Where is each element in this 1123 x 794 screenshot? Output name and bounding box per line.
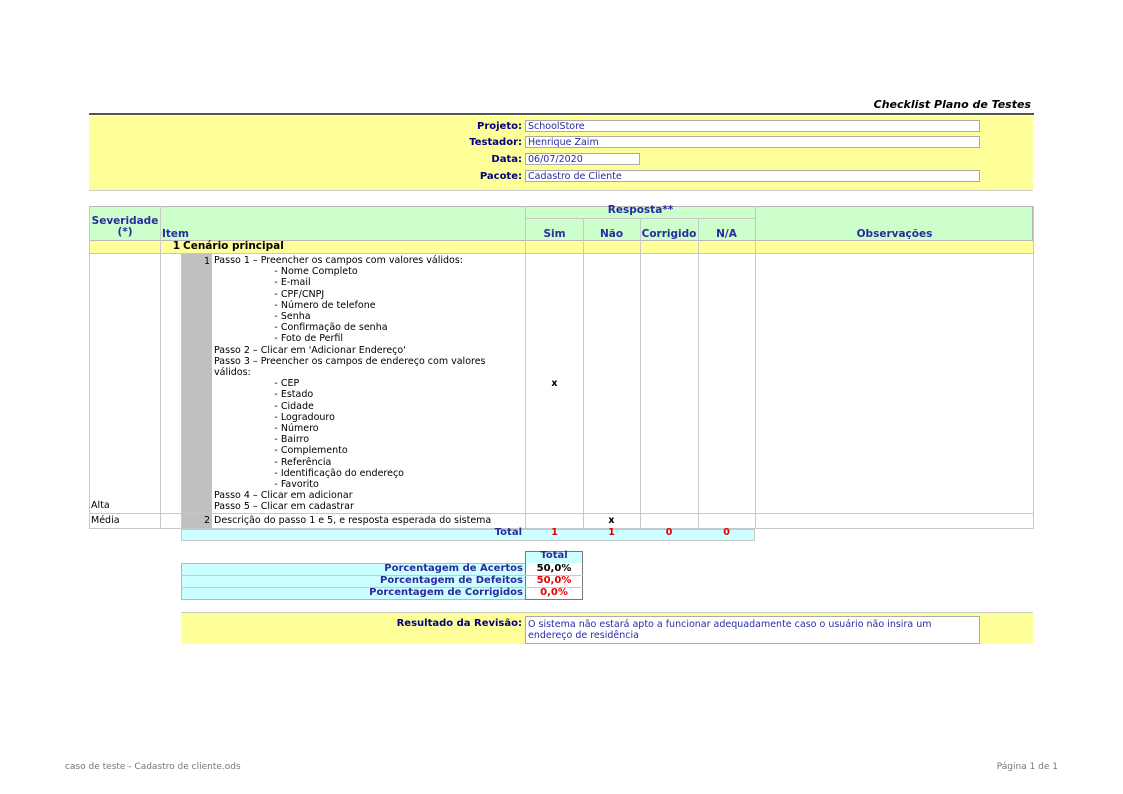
severidade-header-label: Severidade [91, 215, 159, 227]
grid-line [525, 206, 526, 529]
grid-line [755, 206, 756, 529]
grid-line [1033, 206, 1034, 529]
row-divider [89, 513, 1033, 514]
grid-line [583, 218, 584, 529]
severidade-header [90, 216, 160, 238]
testador-field[interactable]: Henrique Zaim [525, 136, 980, 148]
defeitos-label: Porcentagem de Defeitos [380, 575, 523, 586]
percent-total-header: Total [540, 550, 568, 561]
total-corrigido: 0 [665, 527, 673, 538]
testador-label: Testador: [469, 137, 522, 148]
row1-severity: Alta [91, 500, 110, 511]
row2-severity: Média [91, 515, 120, 526]
row2-nao[interactable]: x [608, 515, 615, 526]
page-title: Checklist Plano de Testes [873, 98, 1031, 111]
nao-header: Não [599, 228, 624, 240]
footer-filename: caso de teste - Cadastro de cliente.ods [65, 762, 241, 772]
footer-page: Página 1 de 1 [996, 762, 1058, 772]
totals-label: Total [494, 527, 522, 538]
grid-line [698, 218, 699, 529]
data-label: Data: [491, 154, 522, 165]
row1-number: 1 [203, 256, 210, 267]
projeto-field[interactable]: SchoolStore [525, 120, 980, 132]
review-label: Resultado da Revisão: [396, 618, 522, 629]
grid-line [181, 254, 182, 529]
na-header: N/A [716, 228, 737, 240]
scenario-number: 1 [172, 240, 180, 252]
data-field[interactable]: 06/07/2020 [525, 153, 640, 165]
corrigido-header: Corrigido [641, 228, 697, 240]
acertos-value: 50,0% [536, 563, 572, 574]
title-divider [89, 113, 1034, 115]
observacoes-header: Observações [856, 228, 933, 240]
row1-description: Passo 1 – Preencher os campos com valores válidos: - Nome Completo - E-mail - CPF/CNPJ - Número de telefone - Senha - Confirmação de senha - Foto de Perfil Passo 2 – Clicar em 'Adicionar Endereço' Passo 3 – Preencher os campos de endereço com valores válidos: - CEP - Estado - Cidade - Logradouro - Número - Bairro - Complemento - Referência - Identificação do endereço - Favorito Passo 4 – Clicar em adicionar Passo 5 – Clicar em cadastrar [214, 255, 486, 513]
corrigidos-value: 0,0% [540, 587, 568, 598]
pacote-label: Pacote: [479, 171, 522, 182]
row2-number: 2 [203, 515, 210, 526]
row1-sim[interactable]: x [551, 378, 558, 389]
acertos-label: Porcentagem de Acertos [384, 563, 523, 574]
scenario-label: Cenário principal [183, 240, 284, 252]
sim-header: Sim [543, 228, 566, 240]
grid-line [89, 206, 90, 529]
total-nao: 1 [608, 527, 615, 538]
projeto-label: Projeto: [477, 121, 522, 132]
corrigidos-label: Porcentagem de Corrigidos [369, 587, 523, 598]
pacote-field[interactable]: Cadastro de Cliente [525, 170, 980, 182]
defeitos-value: 50,0% [536, 575, 572, 586]
item-number-column [181, 254, 212, 528]
total-na: 0 [723, 527, 730, 538]
row2-description: Descrição do passo 1 e 5, e resposta esperada do sistema [214, 515, 492, 526]
resposta-header: Resposta** [607, 204, 674, 216]
severidade-header-note: (*) [117, 226, 133, 238]
total-sim: 1 [551, 527, 558, 538]
grid-line [160, 206, 161, 529]
review-field[interactable]: O sistema não estará apto a funcionar adequadamente caso o usuário não insira um endereço de residência [525, 616, 980, 644]
item-header: Item [162, 228, 189, 240]
grid-line [640, 218, 641, 529]
